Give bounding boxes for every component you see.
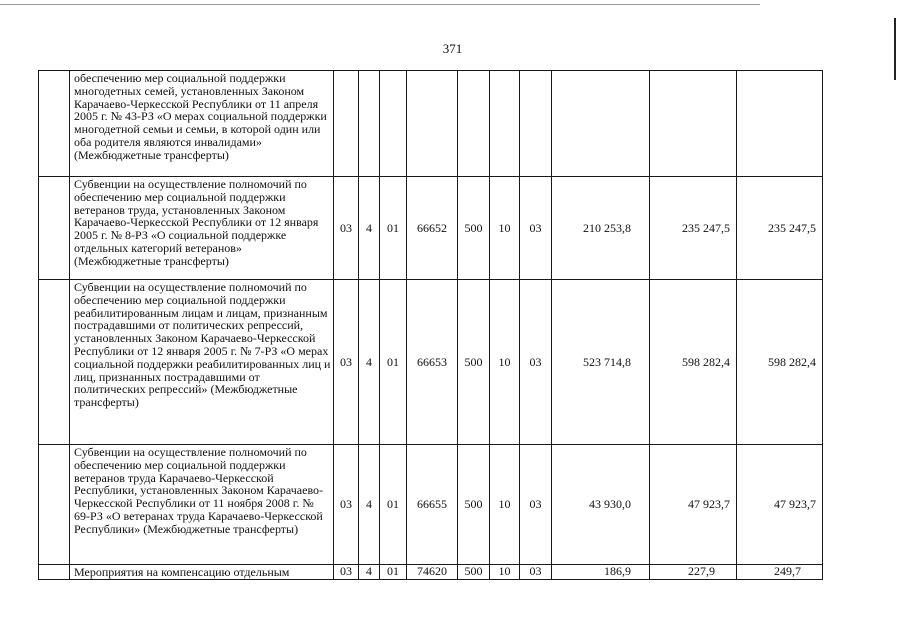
table-row [39, 565, 823, 580]
code-cell [458, 71, 490, 177]
amount-cell: 186,9 [552, 565, 650, 580]
code-cell: 66655 [407, 445, 458, 565]
table-row [39, 177, 823, 280]
code-cell: 10 [490, 565, 520, 580]
amount-cell: 598 282,4 [737, 280, 823, 445]
code-cell: 03 [334, 445, 359, 565]
code-cell: 10 [490, 445, 520, 565]
amount-cell: 210 253,8 [552, 177, 650, 280]
amount-cell: 598 282,4 [650, 280, 737, 445]
code-cell [380, 71, 407, 177]
amount-cell [650, 71, 737, 177]
budget-table [38, 70, 823, 580]
description-cell: обеспечению мер социальной поддержки многодетных семей, установленных Законом Карачаево-Черкесской Республики от 11 апреля 2005 г. № 43-РЗ «О мерах социальной поддержки многодетной семьи и семьи, в которой один или оба родителя являются инвалидами» (Межбюджетные трансферты) [70, 71, 334, 177]
code-cell: 500 [458, 280, 490, 445]
table-row [39, 445, 823, 565]
amount-cell [552, 71, 650, 177]
row-index-cell [39, 445, 70, 565]
code-cell: 4 [359, 445, 380, 565]
amount-cell: 235 247,5 [737, 177, 823, 280]
code-cell: 4 [359, 565, 380, 580]
top-border-line [0, 4, 760, 5]
amount-cell: 227,9 [650, 565, 737, 580]
code-cell: 74620 [407, 565, 458, 580]
page-number: 371 [442, 41, 463, 56]
code-cell: 03 [334, 280, 359, 445]
description-cell: Субвенции на осуществление полномочий по обеспечению мер социальной поддержки реабилитированным лицам и лицам, признанным пострадавшими от политических репрессий, установленных Законом Карачаево-Черкесской Республики от 12 января 2005 г. № 7-РЗ «О мерах социальной поддержки реабилитированных лиц и лиц, признанных пострадавшими от политических репрессий» (Межбюджетные трансферты) [70, 280, 334, 445]
code-cell: 03 [334, 177, 359, 280]
code-cell: 03 [520, 445, 552, 565]
code-cell: 01 [380, 445, 407, 565]
code-cell: 10 [490, 280, 520, 445]
amount-cell: 249,7 [737, 565, 823, 580]
code-cell: 03 [520, 280, 552, 445]
code-cell [334, 71, 359, 177]
code-cell: 01 [380, 280, 407, 445]
code-cell: 4 [359, 280, 380, 445]
code-cell [407, 71, 458, 177]
code-cell: 500 [458, 565, 490, 580]
code-cell: 01 [380, 565, 407, 580]
table-row [39, 71, 823, 177]
row-index-cell [39, 280, 70, 445]
code-cell: 66652 [407, 177, 458, 280]
code-cell: 03 [520, 565, 552, 580]
row-index-cell [39, 71, 70, 177]
amount-cell: 43 930,0 [552, 445, 650, 565]
code-cell: 4 [359, 177, 380, 280]
description-cell: Субвенции на осуществление полномочий по обеспечению мер социальной поддержки ветеранов труда, установленных Законом Карачаево-Черкесской Республики от 12 января 2005 г. № 8-РЗ «О социальной поддержке отдельных категорий ветеранов» (Межбюджетные трансферты) [70, 177, 334, 280]
amount-cell: 523 714,8 [552, 280, 650, 445]
amount-cell: 47 923,7 [737, 445, 823, 565]
code-cell [359, 71, 380, 177]
code-cell: 500 [458, 445, 490, 565]
code-cell: 03 [520, 177, 552, 280]
amount-cell: 47 923,7 [650, 445, 737, 565]
code-cell: 03 [334, 565, 359, 580]
code-cell: 01 [380, 177, 407, 280]
code-cell [520, 71, 552, 177]
description-cell: Субвенции на осуществление полномочий по обеспечению мер социальной поддержки ветеранов труда Карачаево-Черкесской Республики, установленных Законом Карачаево-Черкесской Республики от 11 ноября 2008 г. № 69-РЗ «О ветеранах труда Карачаево-Черкесской Республики» (Межбюджетные трансферты) [70, 445, 334, 565]
description-cell: Мероприятия на компенсацию отдельным [70, 565, 334, 580]
table-row [39, 280, 823, 445]
amount-cell [737, 71, 823, 177]
code-cell: 500 [458, 177, 490, 280]
row-index-cell [39, 565, 70, 580]
row-index-cell [39, 177, 70, 280]
code-cell [490, 71, 520, 177]
code-cell: 66653 [407, 280, 458, 445]
amount-cell: 235 247,5 [650, 177, 737, 280]
code-cell: 10 [490, 177, 520, 280]
